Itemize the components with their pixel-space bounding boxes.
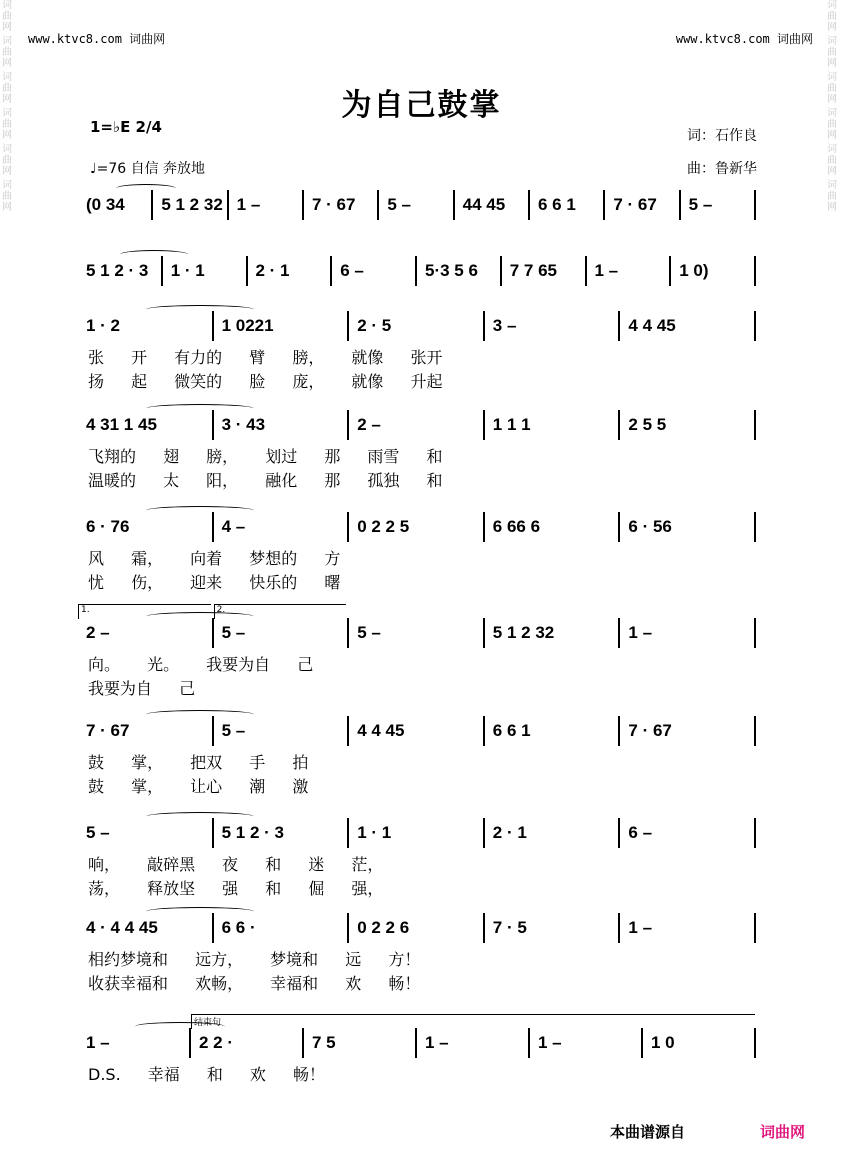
measure-notation: 4 4 45	[357, 721, 405, 740]
measure-notation: 5 –	[221, 623, 246, 642]
barline	[302, 190, 304, 220]
barline	[212, 311, 214, 341]
measure-notation: 7 · 67	[613, 195, 657, 214]
measure-notation: 6 6 1	[492, 721, 531, 740]
measure-notation: 1 –	[628, 623, 653, 642]
barline	[679, 190, 681, 220]
barline	[347, 410, 349, 440]
barline	[212, 716, 214, 746]
barline	[483, 410, 485, 440]
measure-notation: 5 1 2 · 3	[221, 823, 284, 842]
lyric-line: 飞翔的 翅 膀， 划过 那 雨雪 和	[88, 447, 443, 466]
barline	[483, 311, 485, 341]
barline	[330, 256, 332, 286]
lyric-line: 我要为自 己	[88, 679, 196, 698]
slur-mark	[116, 184, 176, 193]
barline	[754, 1028, 756, 1058]
barline	[754, 913, 756, 943]
measure-notation: 3 –	[492, 316, 517, 335]
measure-notation: 6 –	[628, 823, 653, 842]
slur-mark	[146, 506, 254, 515]
measure-notation: 1 –	[236, 195, 261, 214]
barline	[618, 913, 620, 943]
measure-notation: 7 · 67	[86, 721, 130, 740]
measure-notation: 5 –	[357, 623, 381, 642]
barline	[415, 256, 417, 286]
measure-notation: 1 · 2	[86, 316, 121, 335]
measure-notation: 5 –	[688, 195, 713, 214]
barline	[641, 1028, 643, 1058]
measure-notation: 1 –	[425, 1033, 449, 1052]
barline	[212, 618, 214, 648]
site-url-right[interactable]: www.ktvc8.com 词曲网	[675, 32, 813, 46]
barline	[618, 818, 620, 848]
barline	[754, 618, 756, 648]
barline	[500, 256, 502, 286]
measure-notation: (0 34	[86, 195, 125, 214]
measure-notation: 2 –	[357, 415, 381, 434]
measure-notation: 1 –	[538, 1033, 562, 1052]
barline	[151, 190, 153, 220]
slur-mark	[120, 250, 188, 259]
barline	[212, 512, 214, 542]
barline	[347, 913, 349, 943]
barline	[415, 1028, 417, 1058]
ending-bracket: 结束句	[191, 1014, 755, 1029]
source-label: 本曲谱源自	[610, 1123, 686, 1141]
measure-notation: 1 0)	[679, 261, 709, 280]
lyric-line: 向。 光。 我要为自 己	[88, 655, 314, 674]
measure-notation: 5 1 2 32	[492, 623, 555, 642]
measure-notation: 7 · 67	[312, 195, 356, 214]
lyric-line: 扬 起 微笑的 脸 庞， 就像 升起	[88, 372, 443, 391]
lyric-line: 风 霜， 向着 梦想的 方	[88, 549, 341, 568]
slur-mark	[146, 710, 254, 719]
measure-notation: 6 6 ·	[221, 918, 256, 937]
measure-notation: 5 1 2 32	[161, 195, 223, 214]
volta-bracket: 2.	[214, 604, 347, 619]
barline	[483, 618, 485, 648]
barline	[347, 716, 349, 746]
barline	[603, 190, 605, 220]
measure-notation: 1 · 1	[170, 261, 205, 280]
barline	[483, 716, 485, 746]
lyric-line: 鼓 掌， 让心 潮 激	[88, 777, 309, 796]
slur-mark	[146, 907, 254, 916]
measure-notation: 0 2 2 5	[357, 517, 410, 536]
measure-notation: 7 7 65	[509, 261, 558, 280]
lyric-line: D.S. 幸福 和 欢 畅！	[88, 1065, 325, 1084]
measure-notation: 4 · 4 4 45	[86, 918, 158, 937]
side-watermark-right: 词曲网 词曲网 词曲网 词曲网 词曲网 词曲网	[827, 0, 837, 213]
measure-notation: 1 0221	[221, 316, 274, 335]
measure-notation: 44 45	[462, 195, 506, 214]
slur-mark	[146, 812, 254, 821]
slur-mark	[146, 404, 254, 413]
barline	[618, 716, 620, 746]
measure-notation: 1 –	[594, 261, 619, 280]
lyric-line: 响， 敲碎黑 夜 和 迷 茫，	[88, 855, 384, 874]
measure-notation: 6 · 76	[86, 517, 130, 536]
measure-notation: 6 –	[340, 261, 364, 280]
barline	[618, 410, 620, 440]
barline	[212, 410, 214, 440]
barline	[347, 512, 349, 542]
measure-notation: 6 · 56	[628, 517, 672, 536]
barline	[483, 512, 485, 542]
barline	[246, 256, 248, 286]
side-watermark-left: 词曲网 词曲网 词曲网 词曲网 词曲网 词曲网	[2, 0, 12, 213]
measure-notation: 1 · 1	[357, 823, 392, 842]
measure-notation: 2 · 1	[255, 261, 290, 280]
site-url-left[interactable]: www.ktvc8.com 词曲网	[28, 32, 166, 46]
measure-notation: 6 66 6	[492, 517, 541, 536]
barline	[528, 190, 530, 220]
measure-notation: 2 2 ·	[199, 1033, 234, 1052]
barline	[347, 311, 349, 341]
barline	[754, 716, 756, 746]
measure-notation: 1 –	[628, 918, 653, 937]
measure-notation: 5 –	[86, 823, 110, 842]
composer-credit: 曲：鲁新华	[687, 161, 757, 177]
measure-notation: 7 · 67	[628, 721, 672, 740]
measure-notation: 1 0	[651, 1033, 675, 1052]
lyricist-credit: 词：石作良	[687, 128, 757, 144]
lyric-line: 相约梦境和 远方， 梦境和 远 方！	[88, 950, 421, 969]
measure-notation: 4 –	[221, 517, 246, 536]
measure-notation: 3 · 43	[221, 415, 266, 434]
barline	[347, 818, 349, 848]
measure-notation: 5 1 2 · 3	[86, 261, 149, 280]
barline	[754, 311, 756, 341]
measure-notation: 5·3 5 6	[425, 261, 478, 280]
barline	[377, 190, 379, 220]
measure-notation: 2 · 1	[492, 823, 527, 842]
lyric-line: 收获幸福和 欢畅， 幸福和 欢 畅！	[88, 974, 421, 993]
barline	[754, 256, 756, 286]
barline	[754, 512, 756, 542]
barline	[754, 190, 756, 220]
measure-notation: 5 –	[387, 195, 411, 214]
barline	[302, 1028, 304, 1058]
measure-notation: 6 6 1	[538, 195, 576, 214]
key-signature: 1=♭E 2/4	[90, 118, 162, 136]
song-title: 为自己鼓掌	[341, 88, 502, 123]
measure-notation: 0 2 2 6	[357, 918, 410, 937]
barline	[618, 512, 620, 542]
barline	[347, 618, 349, 648]
lyric-line: 温暖的 太 阳， 融化 那 孤独 和	[88, 471, 443, 490]
lyric-line: 鼓 掌， 把双 手 拍	[88, 753, 309, 772]
barline	[618, 311, 620, 341]
barline	[483, 818, 485, 848]
slur-mark	[135, 1022, 225, 1031]
barline	[618, 618, 620, 648]
barline	[528, 1028, 530, 1058]
measure-notation: 1 1 1	[492, 415, 531, 434]
tempo-marking: ♩=76 自信 奔放地	[90, 161, 206, 177]
slur-mark	[146, 612, 254, 621]
measure-notation: 4 31 1 45	[86, 415, 157, 434]
lyric-line: 张 开 有力的 臂 膀， 就像 张开	[88, 348, 443, 367]
measure-notation: 2 · 5	[357, 316, 392, 335]
barline	[189, 1028, 191, 1058]
barline	[585, 256, 587, 286]
barline	[483, 913, 485, 943]
barline	[754, 410, 756, 440]
barline	[212, 818, 214, 848]
lyric-line: 忧 伤， 迎来 快乐的 曙	[88, 573, 341, 592]
barline	[669, 256, 671, 286]
measure-notation: 1 –	[86, 1033, 110, 1052]
measure-notation: 5 –	[221, 721, 246, 740]
barline	[453, 190, 455, 220]
barline	[212, 913, 214, 943]
barline	[227, 190, 229, 220]
measure-notation: 7 5	[312, 1033, 336, 1052]
barline	[161, 256, 163, 286]
lyric-line: 荡， 释放坚 强 和 倔 强，	[88, 879, 384, 898]
measure-notation: 2 –	[86, 623, 110, 642]
site-logo[interactable]: 词曲网	[760, 1123, 806, 1141]
volta-bracket: 1.	[78, 604, 211, 619]
measure-notation: 4 4 45	[628, 316, 676, 335]
measure-notation: 7 · 5	[492, 918, 527, 937]
measure-notation: 2 5 5	[628, 415, 667, 434]
slur-mark	[146, 305, 254, 314]
barline	[754, 818, 756, 848]
